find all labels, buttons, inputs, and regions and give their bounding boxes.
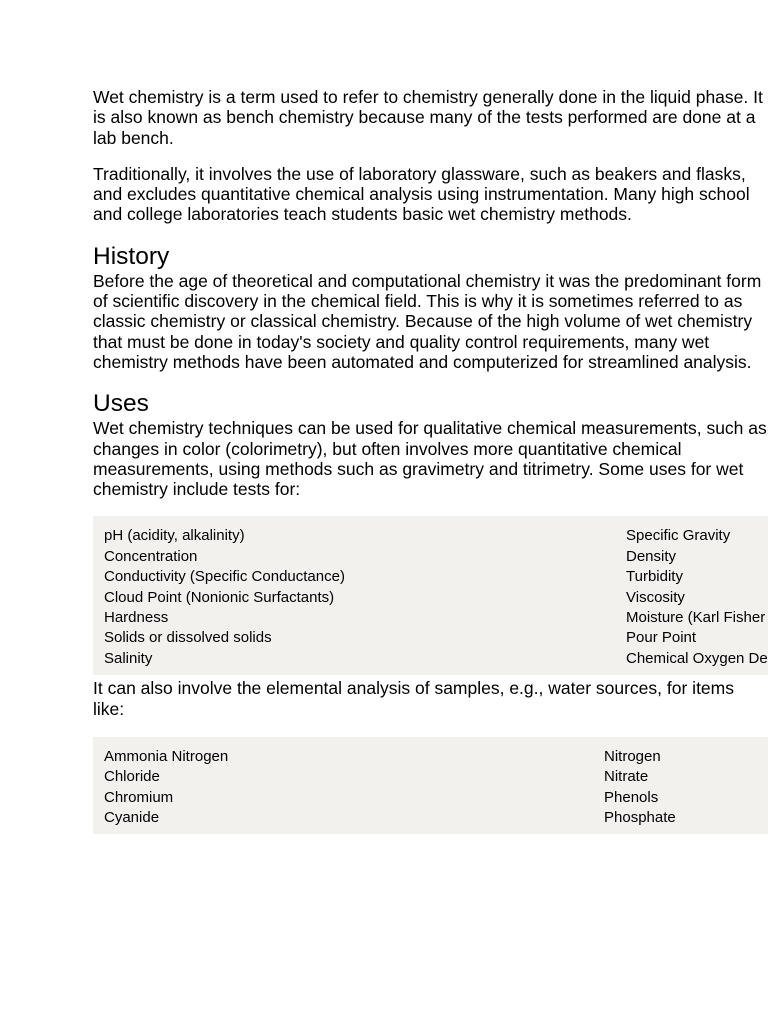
list-item: Ammonia Nitrogen	[104, 748, 229, 766]
list-item: Turbidity	[626, 568, 683, 586]
elemental-analysis-paragraph: It can also involve the elemental analysis of samples, e.g., water sources, for items like:	[93, 678, 734, 719]
list-item: Solids or dissolved solids	[104, 629, 272, 647]
list-item: Concentration	[104, 547, 198, 565]
list-item: Viscosity	[626, 588, 685, 606]
tests-list-right	[626, 526, 768, 669]
elements-list-box	[93, 737, 768, 834]
intro-paragraph-2: Traditionally, it involves the use of laboratory glassware, such as beakers and flasks, and excludes quantitative chemical analysis using instrumentation. Many high school and college laboratories teach students basic wet chemistry methods.	[93, 163, 750, 225]
list-item: Pour Point	[626, 629, 697, 647]
history-paragraph: Before the age of theoretical and computational chemistry it was the predominant form of scientific discovery in the chemical field. This is why it is sometimes referred to as classic chemistry or classical chemistry. Because of the high volume of wet chemistry that must be done in today's society and quality control requirements, many wet chemistry methods have been automated and computerized for streamlined analysis.	[93, 270, 762, 372]
list-item: Phenols	[604, 788, 659, 806]
elements-list-right	[604, 747, 676, 829]
uses-paragraph: Wet chemistry techniques can be used for qualitative chemical measurements, such as changes in color (colorimetry), but often involves more quantitative chemical measurements, using methods such as gravimetry and titrimetry. Some uses for wet chemistry include tests for:	[93, 418, 767, 500]
list-item: Chromium	[104, 788, 174, 806]
list-item: Chemical Oxygen De	[626, 649, 768, 667]
list-item: Density	[626, 547, 677, 565]
list-item: Moisture (Karl Fisher	[626, 609, 766, 627]
uses-heading: Uses	[93, 390, 149, 418]
list-item: Nitrogen	[604, 748, 661, 766]
list-item: Cloud Point (Nonionic Surfactants)	[104, 588, 335, 606]
list-item: Salinity	[104, 649, 153, 667]
list-item: Chloride	[104, 768, 160, 786]
list-item: Phosphate	[604, 809, 676, 827]
tests-list-left	[104, 526, 345, 669]
list-item: Nitrate	[604, 768, 649, 786]
elements-list-left	[104, 747, 228, 829]
list-item: Cyanide	[104, 809, 160, 827]
list-item: pH (acidity, alkalinity)	[104, 527, 245, 545]
tests-list-box	[93, 516, 768, 675]
list-item: Conductivity (Specific Conductance)	[104, 568, 345, 586]
history-heading: History	[93, 242, 170, 270]
list-item: Hardness	[104, 609, 169, 627]
article	[93, 87, 768, 834]
list-item: Specific Gravity	[626, 527, 731, 545]
intro-paragraph-1: Wet chemistry is a term used to refer to chemistry generally done in the liquid phase. It is also known as bench chemistry because many of the tests performed are done at a lab bench.	[93, 87, 763, 148]
